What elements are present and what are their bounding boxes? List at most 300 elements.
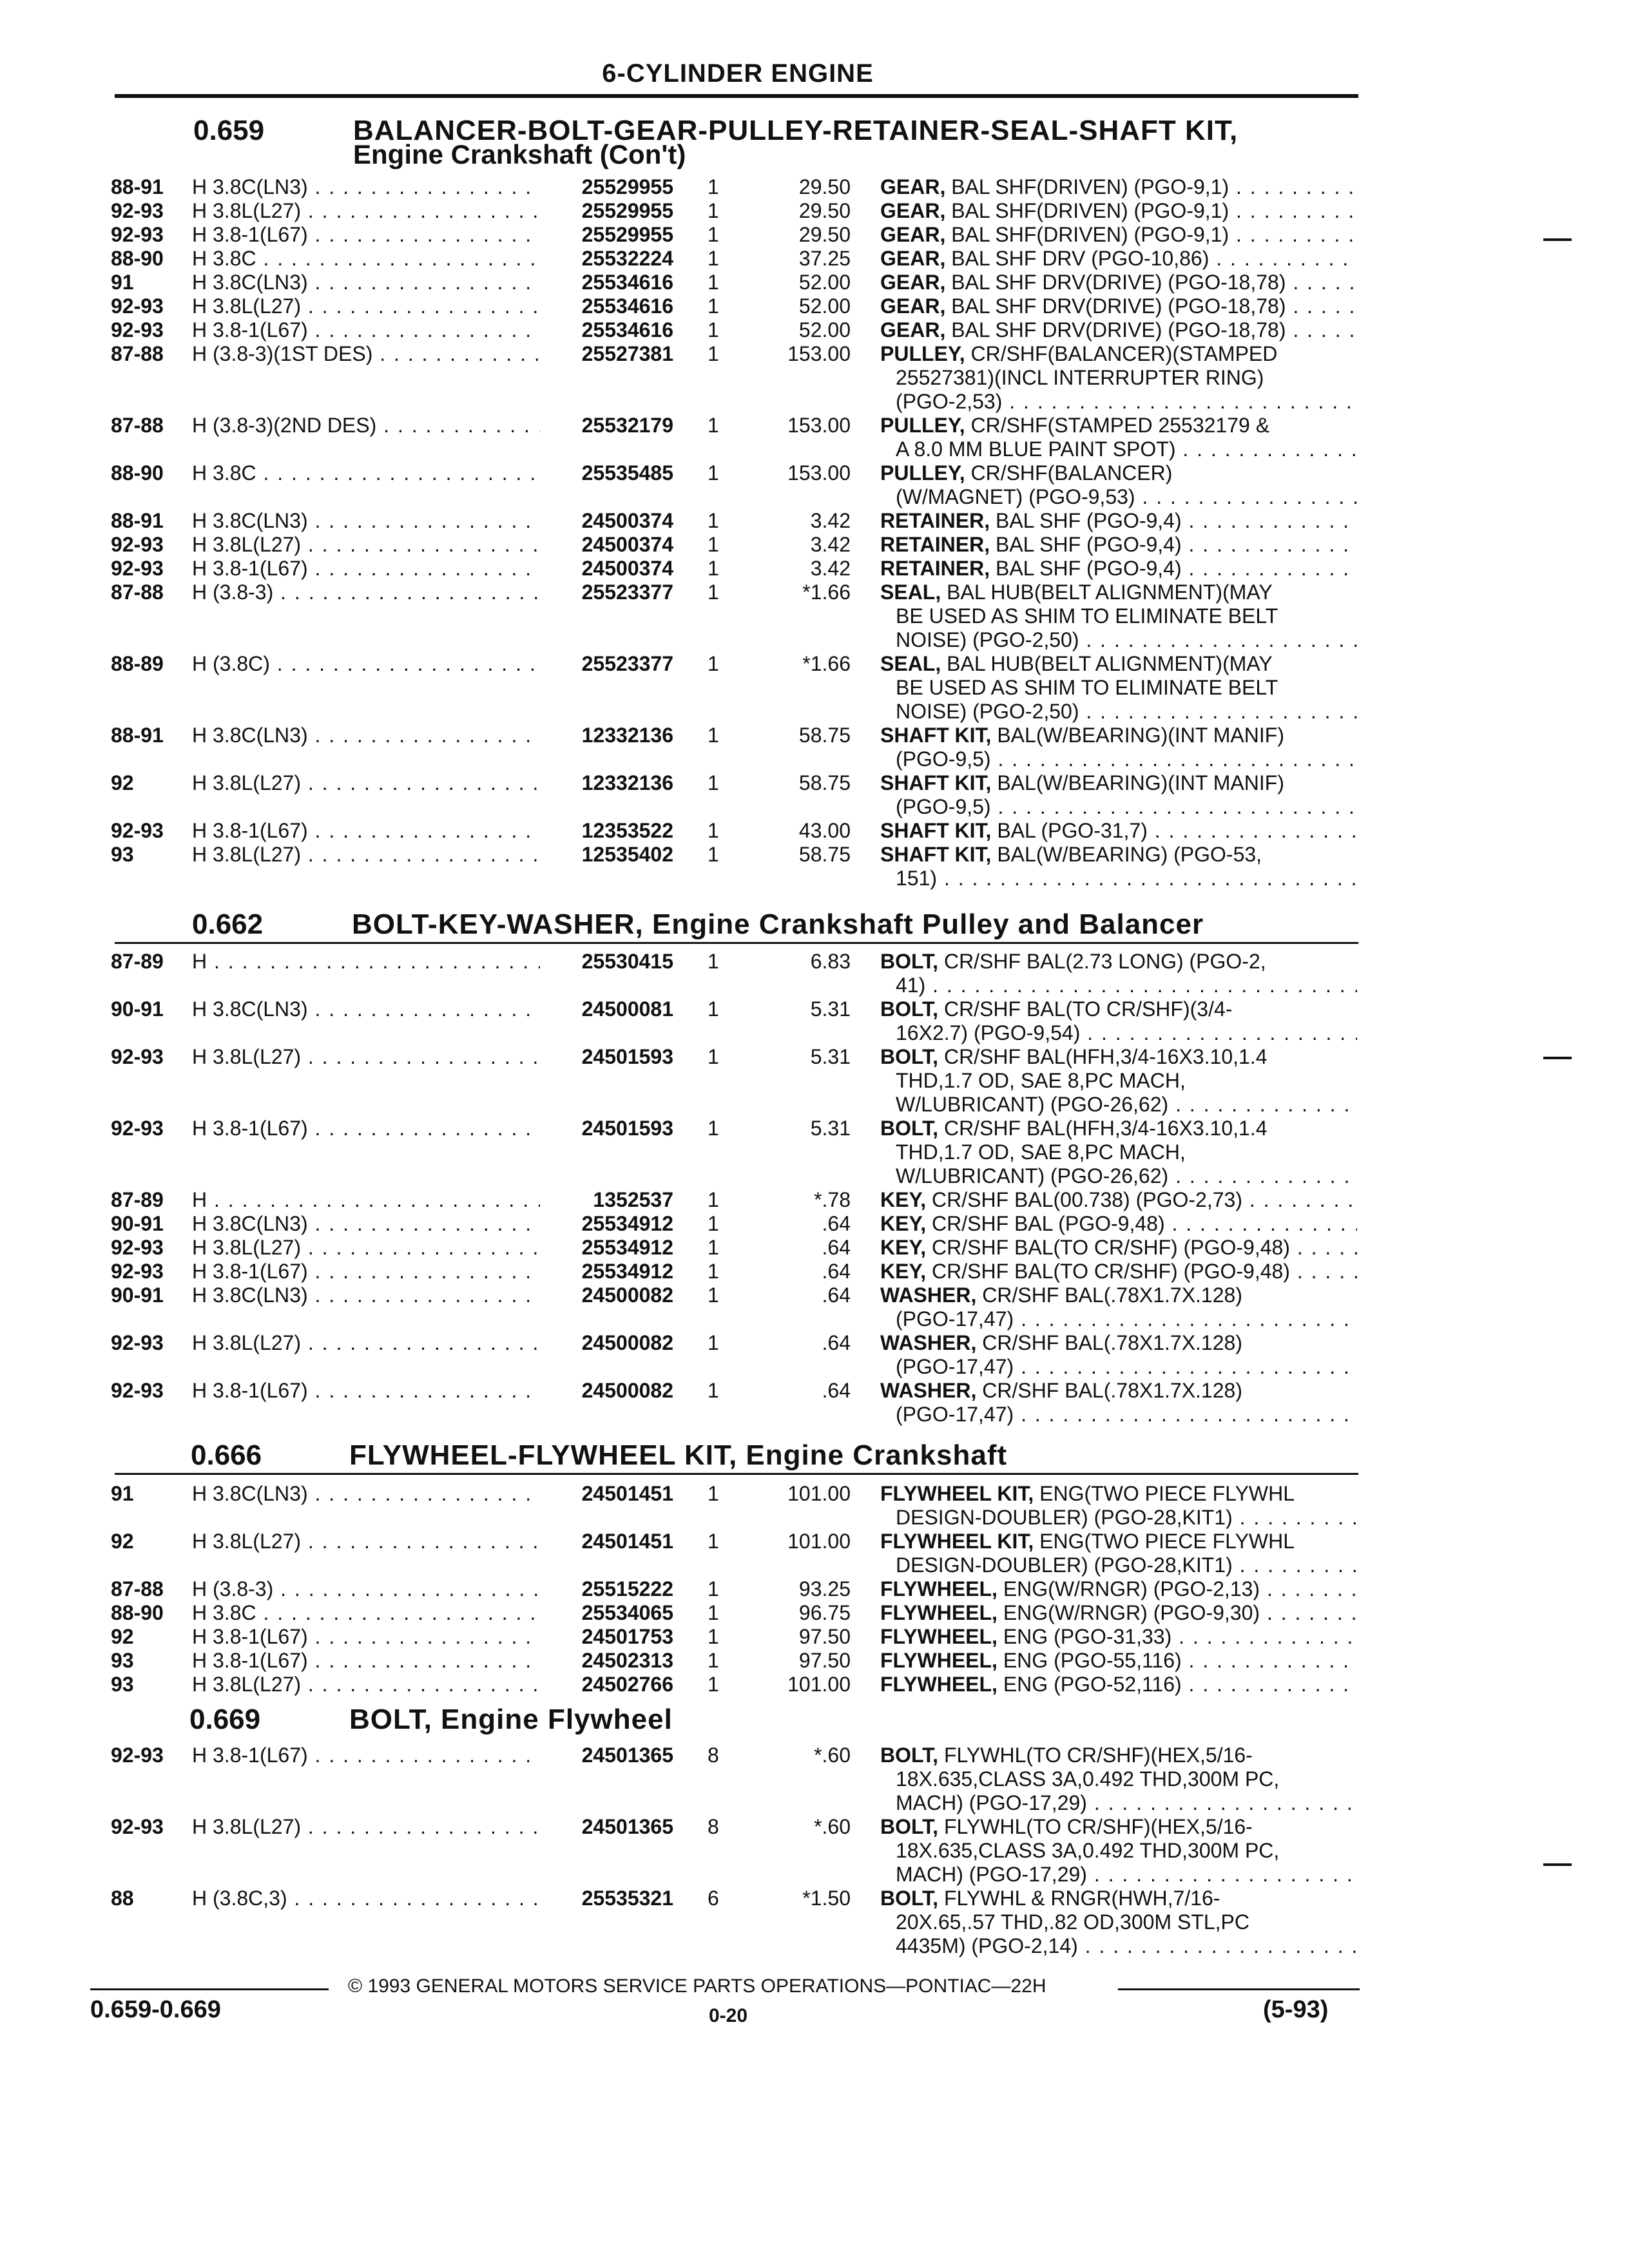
- application: H (3.8-3) . . .: [192, 581, 540, 604]
- model-years: 92-93: [111, 318, 164, 341]
- list-item: [0, 1601, 1629, 1624]
- description-text: CR/SHF BAL(.78X1.7X.128): [982, 1379, 1242, 1402]
- part-name: RETAINER,: [880, 533, 990, 556]
- margin-tick: [1543, 238, 1572, 241]
- part-number: 25530415: [581, 950, 673, 973]
- section-title: FLYWHEEL-FLYWHEEL KIT, Engine Crankshaft: [349, 1439, 1008, 1471]
- part-number: 12332136: [581, 771, 673, 794]
- description-text: CR/SHF BAL (PGO-9,48): [932, 1212, 1165, 1235]
- part-name: PULLEY,: [880, 414, 965, 437]
- list-item: [0, 1887, 1629, 1957]
- quantity: 1: [708, 581, 719, 604]
- list-item: [0, 1482, 1629, 1529]
- list-item: [0, 1744, 1629, 1814]
- part-name: RETAINER,: [880, 557, 990, 580]
- description-line: [880, 1117, 1357, 1140]
- part-number: 25529955: [581, 223, 673, 246]
- list-item: [0, 724, 1629, 771]
- description-line: [880, 509, 1357, 532]
- list-item: [0, 771, 1629, 818]
- application: H 3.8L(L27) . . .: [192, 1331, 540, 1354]
- description-text: CR/SHF(BALANCER)(STAMPED: [970, 342, 1278, 365]
- part-number: 25534616: [581, 294, 673, 318]
- description-line: [880, 1482, 1357, 1505]
- part-name: SEAL,: [880, 652, 941, 675]
- part-number: 25534616: [581, 271, 673, 294]
- description-text: BAL (PGO-31,7): [997, 819, 1148, 842]
- price: 97.50: [798, 1625, 851, 1648]
- model-years: 88-91: [111, 175, 164, 198]
- price: 5.31: [810, 1117, 851, 1140]
- price: *.60: [814, 1744, 851, 1767]
- list-item: [0, 294, 1629, 318]
- part-number: 25527381: [581, 342, 673, 365]
- description-line: DESIGN-DOUBLER) (PGO-28,KIT1) . . .: [896, 1506, 1357, 1529]
- price: 101.00: [787, 1530, 851, 1553]
- quantity: 1: [708, 1601, 719, 1624]
- price: 58.75: [798, 843, 851, 866]
- list-item: [0, 1212, 1629, 1235]
- description-line: [880, 724, 1357, 747]
- description-line: [880, 950, 1357, 973]
- model-years: 88: [111, 1887, 134, 1910]
- part-number: 25535485: [581, 461, 673, 485]
- description-line: [880, 1744, 1357, 1767]
- price: .64: [822, 1283, 851, 1307]
- price: 29.50: [798, 223, 851, 246]
- description-line: DESIGN-DOUBLER) (PGO-28,KIT1) . . .: [896, 1553, 1357, 1577]
- part-number: 24501365: [581, 1815, 673, 1838]
- model-years: 93: [111, 1673, 134, 1696]
- quantity: 1: [708, 997, 719, 1021]
- description-line: (PGO-17,47) . . .: [896, 1355, 1357, 1378]
- price: 29.50: [798, 175, 851, 198]
- part-name: GEAR,: [880, 247, 946, 270]
- description-text: ENG(W/RNGR) (PGO-2,13): [1003, 1577, 1260, 1600]
- quantity: 1: [708, 771, 719, 794]
- price: 5.31: [810, 997, 851, 1021]
- description-line: (PGO-9,5) . . .: [896, 795, 1357, 818]
- description-line: W/LUBRICANT) (PGO-26,62) . . .: [896, 1093, 1357, 1116]
- part-name: WASHER,: [880, 1283, 977, 1307]
- model-years: 92-93: [111, 1379, 164, 1402]
- description-text: ENG (PGO-31,33): [1003, 1625, 1172, 1648]
- application: H 3.8C(LN3) . . .: [192, 1482, 540, 1505]
- part-name: FLYWHEEL,: [880, 1649, 998, 1672]
- quantity: 1: [708, 1673, 719, 1696]
- part-name: SHAFT KIT,: [880, 771, 992, 794]
- list-item: [0, 1236, 1629, 1259]
- application: H (3.8-3)(1ST DES) . . .: [192, 342, 540, 365]
- quantity: 1: [708, 1045, 719, 1068]
- price: 101.00: [787, 1482, 851, 1505]
- part-number: 25523377: [581, 652, 673, 675]
- margin-tick: [1543, 1057, 1572, 1059]
- model-years: 92: [111, 1530, 134, 1553]
- part-name: SHAFT KIT,: [880, 843, 992, 866]
- description-text: ENG(TWO PIECE FLYWHL: [1039, 1530, 1295, 1553]
- list-item: [0, 1530, 1629, 1577]
- part-number: 24500082: [581, 1283, 673, 1307]
- model-years: 92-93: [111, 1117, 164, 1140]
- description-line: [880, 1577, 1357, 1600]
- description-line: [880, 1283, 1357, 1307]
- quantity: 1: [708, 461, 719, 485]
- footer-date: (5-93): [1263, 1996, 1329, 2023]
- model-years: 88-90: [111, 247, 164, 270]
- price: .64: [822, 1260, 851, 1283]
- quantity: 1: [708, 557, 719, 580]
- model-years: 90-91: [111, 997, 164, 1021]
- application: H 3.8L(L27) . . .: [192, 1815, 540, 1838]
- application: H 3.8L(L27) . . .: [192, 294, 540, 318]
- section-title: BOLT-KEY-WASHER, Engine Crankshaft Pulley and Balancer: [352, 908, 1204, 940]
- description-line: MACH) (PGO-17,29) . . .: [896, 1791, 1357, 1814]
- part-name: FLYWHEEL,: [880, 1673, 998, 1696]
- description-line: MACH) (PGO-17,29) . . .: [896, 1863, 1357, 1886]
- application: H 3.8-1(L67) . . .: [192, 223, 540, 246]
- description-line: (PGO-17,47) . . .: [896, 1403, 1357, 1426]
- description-line: (PGO-17,47) . . .: [896, 1307, 1357, 1331]
- list-item: [0, 843, 1629, 890]
- description-line: [880, 997, 1357, 1021]
- part-name: FLYWHEEL,: [880, 1601, 998, 1624]
- description-text: CR/SHF BAL(2.73 LONG) (PGO-2,: [943, 950, 1266, 973]
- model-years: 92-93: [111, 557, 164, 580]
- application: H 3.8L(L27) . . .: [192, 533, 540, 556]
- description-line: [880, 557, 1357, 580]
- description-line: 25527381)(INCL INTERRUPTER RING): [896, 366, 1264, 389]
- description-line: [880, 294, 1357, 318]
- description-line: [880, 1260, 1357, 1283]
- description-text: BAL SHF(DRIVEN) (PGO-9,1): [951, 199, 1229, 222]
- footer-copyright: © 1993 GENERAL MOTORS SERVICE PARTS OPERATIONS—PONTIAC—22H: [348, 1975, 1046, 1997]
- application: H 3.8C(LN3) . . .: [192, 175, 540, 198]
- model-years: 93: [111, 1649, 134, 1672]
- part-name: BOLT,: [880, 950, 939, 973]
- quantity: 6: [708, 1887, 719, 1910]
- description-line: 16X2.7) (PGO-9,54) . . .: [896, 1021, 1357, 1044]
- description-line: [880, 1815, 1357, 1838]
- part-number: 25534065: [581, 1601, 673, 1624]
- part-number: 24501753: [581, 1625, 673, 1648]
- description-line: [880, 1045, 1357, 1068]
- quantity: 1: [708, 294, 719, 318]
- description-text: BAL SHF DRV(DRIVE) (PGO-18,78): [951, 271, 1286, 294]
- application: H (3.8C,3) . . .: [192, 1887, 540, 1910]
- description-line: [880, 461, 1357, 485]
- part-number: 12535402: [581, 843, 673, 866]
- description-line: NOISE) (PGO-2,50) . . .: [896, 700, 1357, 723]
- quantity: 8: [708, 1815, 719, 1838]
- part-number: 25534616: [581, 318, 673, 341]
- list-item: [0, 1625, 1629, 1648]
- part-number: 24501365: [581, 1744, 673, 1767]
- description-line: [880, 1331, 1357, 1354]
- part-number: 25535321: [581, 1887, 673, 1910]
- model-years: 88-91: [111, 724, 164, 747]
- model-years: 87-88: [111, 342, 164, 365]
- quantity: 1: [708, 724, 719, 747]
- price: 3.42: [810, 509, 851, 532]
- price: 37.25: [798, 247, 851, 270]
- part-number: 12353522: [581, 819, 673, 842]
- application: H 3.8-1(L67) . . .: [192, 1379, 540, 1402]
- application: H 3.8-1(L67) . . .: [192, 1260, 540, 1283]
- part-name: GEAR,: [880, 175, 946, 198]
- part-number: 25532224: [581, 247, 673, 270]
- page-header: 6-CYLINDER ENGINE: [602, 59, 874, 88]
- part-number: 25534912: [581, 1260, 673, 1283]
- description-line: [880, 247, 1357, 270]
- part-name: SHAFT KIT,: [880, 724, 992, 747]
- description-line: [880, 1673, 1357, 1696]
- application: H (3.8C) . . .: [192, 652, 540, 675]
- part-number: 24500374: [581, 533, 673, 556]
- model-years: 92-93: [111, 1331, 164, 1354]
- model-years: 87-88: [111, 581, 164, 604]
- section-subtitle: Engine Crankshaft (Con't): [353, 139, 686, 169]
- quantity: 1: [708, 509, 719, 532]
- price: 5.31: [810, 1045, 851, 1068]
- part-number: 1352537: [593, 1188, 673, 1211]
- description-line: [880, 1188, 1357, 1211]
- description-line: BE USED AS SHIM TO ELIMINATE BELT: [896, 604, 1278, 628]
- application: H 3.8-1(L67) . . .: [192, 557, 540, 580]
- footer-rule-left: [90, 1988, 329, 1990]
- quantity: 1: [708, 1649, 719, 1672]
- model-years: 92-93: [111, 1815, 164, 1838]
- description-text: BAL SHF DRV(DRIVE) (PGO-18,78): [951, 318, 1286, 341]
- price: *1.66: [802, 652, 851, 675]
- description-line: [880, 318, 1357, 341]
- part-name: KEY,: [880, 1236, 927, 1259]
- description-text: BAL HUB(BELT ALIGNMENT)(MAY: [947, 581, 1273, 604]
- description-line: [880, 1379, 1357, 1402]
- price: 52.00: [798, 271, 851, 294]
- quantity: 1: [708, 533, 719, 556]
- quantity: 1: [708, 1283, 719, 1307]
- description-line: 151) . . .: [896, 867, 1357, 890]
- price: *.60: [814, 1815, 851, 1838]
- application: H 3.8-1(L67) . . .: [192, 318, 540, 341]
- part-number: 25523377: [581, 581, 673, 604]
- part-name: RETAINER,: [880, 509, 990, 532]
- model-years: 92: [111, 771, 134, 794]
- list-item: [0, 581, 1629, 651]
- application: H . . .: [192, 950, 540, 973]
- description-line: (PGO-2,53) . . .: [896, 390, 1357, 413]
- part-name: WASHER,: [880, 1331, 977, 1354]
- description-text: CR/SHF BAL(.78X1.7X.128): [982, 1331, 1242, 1354]
- application: H 3.8-1(L67) . . .: [192, 819, 540, 842]
- list-item: [0, 557, 1629, 580]
- part-number: 24500081: [581, 997, 673, 1021]
- part-number: 24500374: [581, 509, 673, 532]
- model-years: 92-93: [111, 1260, 164, 1283]
- model-years: 92-93: [111, 819, 164, 842]
- model-years: 88-90: [111, 1601, 164, 1624]
- list-item: [0, 1649, 1629, 1672]
- part-number: 24501451: [581, 1530, 673, 1553]
- application: H 3.8-1(L67) . . .: [192, 1744, 540, 1767]
- description-text: BAL(W/BEARING)(INT MANIF): [997, 771, 1284, 794]
- part-number: 24500082: [581, 1331, 673, 1354]
- part-name: BOLT,: [880, 1117, 939, 1140]
- quantity: 1: [708, 950, 719, 973]
- description-text: BAL SHF (PGO-9,4): [995, 509, 1182, 532]
- description-text: BAL(W/BEARING)(INT MANIF): [997, 724, 1284, 747]
- section-number: 0.662: [192, 908, 264, 940]
- application: H 3.8C(LN3) . . .: [192, 1283, 540, 1307]
- part-name: GEAR,: [880, 199, 946, 222]
- description-line: [880, 175, 1357, 198]
- section-number: 0.666: [191, 1439, 262, 1471]
- quantity: 1: [708, 271, 719, 294]
- part-number: 24502766: [581, 1673, 673, 1696]
- model-years: 87-89: [111, 1188, 164, 1211]
- quantity: 1: [708, 1625, 719, 1648]
- part-name: FLYWHEEL,: [880, 1577, 998, 1600]
- description-text: CR/SHF BAL(TO CR/SHF)(3/4-: [943, 997, 1233, 1021]
- part-number: 24500374: [581, 557, 673, 580]
- model-years: 91: [111, 1482, 134, 1505]
- application: H 3.8C(LN3) . . .: [192, 271, 540, 294]
- price: 52.00: [798, 318, 851, 341]
- header-rule: [115, 94, 1358, 98]
- margin-tick: [1543, 1863, 1572, 1866]
- quantity: 1: [708, 223, 719, 246]
- list-item: [0, 199, 1629, 222]
- description-text: CR/SHF BAL(HFH,3/4-16X3.10,1.4: [943, 1117, 1268, 1140]
- list-item: [0, 533, 1629, 556]
- application: H 3.8L(L27) . . .: [192, 771, 540, 794]
- list-item: [0, 652, 1629, 723]
- list-item: [0, 342, 1629, 413]
- part-name: PULLEY,: [880, 342, 965, 365]
- application: H 3.8L(L27) . . .: [192, 843, 540, 866]
- description-line: [880, 819, 1357, 842]
- application: H 3.8L(L27) . . .: [192, 1673, 540, 1696]
- price: 96.75: [798, 1601, 851, 1624]
- application: H 3.8C(LN3) . . .: [192, 724, 540, 747]
- model-years: 87-88: [111, 1577, 164, 1600]
- model-years: 92-93: [111, 533, 164, 556]
- application: H (3.8-3) . . .: [192, 1577, 540, 1600]
- list-item: [0, 1815, 1629, 1886]
- part-number: 24501593: [581, 1045, 673, 1068]
- description-line: 20X.65,.57 THD,.82 OD,300M STL,PC: [896, 1910, 1249, 1934]
- description-text: BAL SHF DRV (PGO-10,86): [951, 247, 1210, 270]
- list-item: [0, 1260, 1629, 1283]
- part-number: 25534912: [581, 1212, 673, 1235]
- quantity: 1: [708, 652, 719, 675]
- description-line: NOISE) (PGO-2,50) . . .: [896, 628, 1357, 651]
- price: 153.00: [787, 342, 851, 365]
- description-line: [880, 1887, 1357, 1910]
- list-item: [0, 1283, 1629, 1331]
- list-item: [0, 997, 1629, 1044]
- application: H 3.8C . . .: [192, 1601, 540, 1624]
- section-title: BALANCER-BOLT-GEAR-PULLEY-RETAINER-SEAL-SHAFT KIT,: [353, 115, 1239, 146]
- list-item: [0, 414, 1629, 461]
- part-name: BOLT,: [880, 1045, 939, 1068]
- description-text: BAL(W/BEARING) (PGO-53,: [997, 843, 1262, 866]
- model-years: 90-91: [111, 1283, 164, 1307]
- model-years: 92-93: [111, 199, 164, 222]
- description-line: [880, 271, 1357, 294]
- quantity: 1: [708, 318, 719, 341]
- description-line: [880, 771, 1357, 794]
- quantity: 1: [708, 1482, 719, 1505]
- section-title: BOLT, Engine Flywheel: [349, 1704, 673, 1735]
- list-item: [0, 819, 1629, 842]
- price: .64: [822, 1331, 851, 1354]
- model-years: 88-91: [111, 509, 164, 532]
- application: H 3.8C . . .: [192, 247, 540, 270]
- model-years: 90-91: [111, 1212, 164, 1235]
- description-text: FLYWHL & RNGR(HWH,7/16-: [943, 1887, 1220, 1910]
- section-rule: [115, 942, 1358, 944]
- description-text: BAL SHF (PGO-9,4): [995, 557, 1182, 580]
- part-number: 25532179: [581, 414, 673, 437]
- list-item: [0, 1673, 1629, 1696]
- list-item: [0, 271, 1629, 294]
- part-name: FLYWHEEL,: [880, 1625, 998, 1648]
- description-line: [880, 533, 1357, 556]
- description-line: (PGO-9,5) . . .: [896, 747, 1357, 771]
- description-line: [880, 342, 1357, 365]
- description-text: ENG(W/RNGR) (PGO-9,30): [1003, 1601, 1260, 1624]
- part-name: FLYWHEEL KIT,: [880, 1530, 1034, 1553]
- description-text: CR/SHF BAL(.78X1.7X.128): [982, 1283, 1242, 1307]
- model-years: 88-89: [111, 652, 164, 675]
- model-years: 92-93: [111, 223, 164, 246]
- quantity: 1: [708, 1236, 719, 1259]
- description-line: [880, 1625, 1357, 1648]
- description-text: FLYWHL(TO CR/SHF)(HEX,5/16-: [943, 1815, 1253, 1838]
- description-line: 18X.635,CLASS 3A,0.492 THD,300M PC,: [896, 1839, 1280, 1862]
- description-line: THD,1.7 OD, SAE 8,PC MACH,: [896, 1140, 1186, 1164]
- application: H 3.8L(L27) . . .: [192, 1236, 540, 1259]
- part-number: 12332136: [581, 724, 673, 747]
- list-item: [0, 1188, 1629, 1211]
- application: H 3.8-1(L67) . . .: [192, 1117, 540, 1140]
- part-number: 24500082: [581, 1379, 673, 1402]
- list-item: [0, 223, 1629, 246]
- part-name: SEAL,: [880, 581, 941, 604]
- quantity: 1: [708, 1577, 719, 1600]
- application: H 3.8-1(L67) . . .: [192, 1649, 540, 1672]
- description-text: BAL SHF(DRIVEN) (PGO-9,1): [951, 175, 1229, 198]
- model-years: 87-89: [111, 950, 164, 973]
- part-name: SHAFT KIT,: [880, 819, 992, 842]
- quantity: 1: [708, 843, 719, 866]
- description-line: [880, 1649, 1357, 1672]
- application: H 3.8C(LN3) . . .: [192, 1212, 540, 1235]
- section-rule: [115, 1473, 1358, 1475]
- footer-range: 0.659-0.669: [90, 1996, 221, 2023]
- part-name: WASHER,: [880, 1379, 977, 1402]
- price: *1.50: [802, 1887, 851, 1910]
- part-name: BOLT,: [880, 1815, 939, 1838]
- list-item: [0, 247, 1629, 270]
- application: H . . .: [192, 1188, 540, 1211]
- model-years: 92-93: [111, 1236, 164, 1259]
- model-years: 87-88: [111, 414, 164, 437]
- part-number: 25529955: [581, 199, 673, 222]
- price: 58.75: [798, 724, 851, 747]
